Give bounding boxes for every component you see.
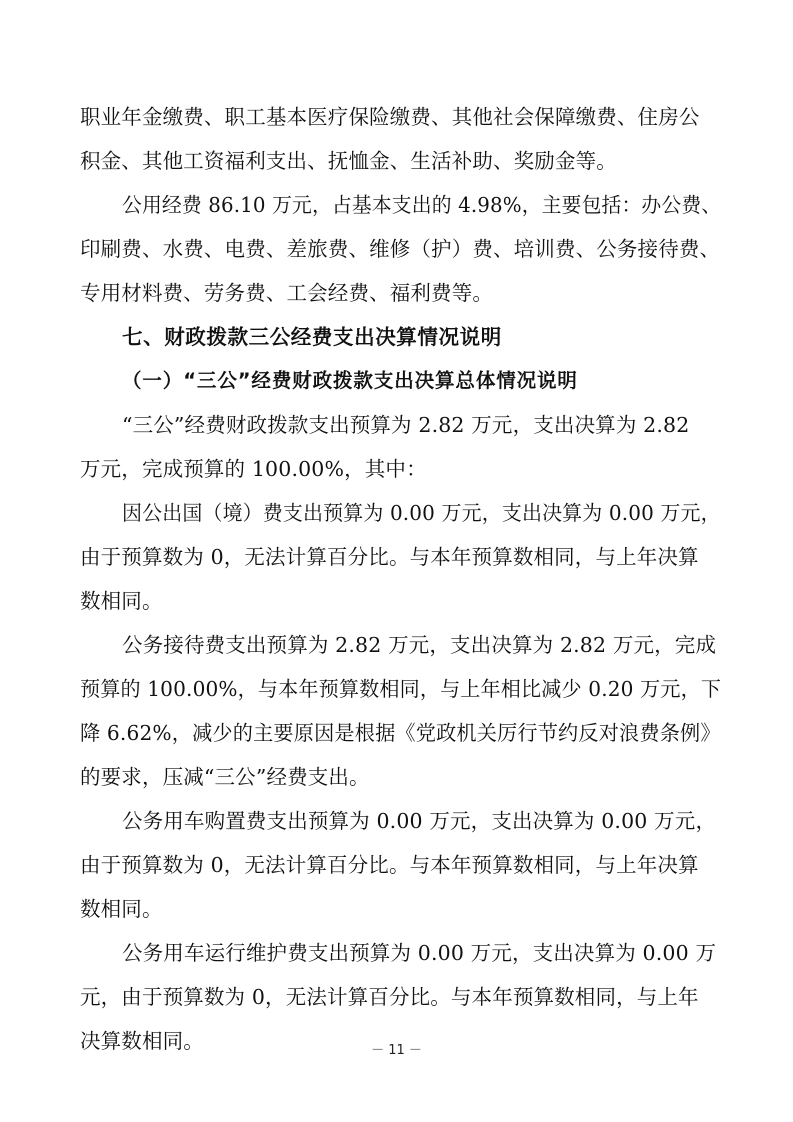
- body-text-line: 公务用车运行维护费支出预算为 0.00 万元，支出决算为 0.00 万: [122, 941, 717, 965]
- section-heading: 七、财政拨款三公经费支出决算情况说明: [122, 325, 502, 349]
- body-text-line: 公务用车购置费支出预算为 0.00 万元，支出决算为 0.00 万元，: [122, 809, 717, 833]
- body-text-line: 数相同。: [80, 589, 163, 613]
- body-text-line: 职业年金缴费、职工基本医疗保险缴费、其他社会保障缴费、住房公: [80, 105, 700, 129]
- body-text-line: 数相同。: [80, 897, 163, 921]
- body-text-line: 积金、其他工资福利支出、抚恤金、生活补助、奖励金等。: [80, 149, 617, 173]
- body-text-line: 公务接待费支出预算为 2.82 万元，支出决算为 2.82 万元，完成: [122, 633, 717, 657]
- body-text-line: “三公”经费财政拨款支出预算为 2.82 万元，支出决算为 2.82: [122, 413, 690, 437]
- body-text-line: 决算数相同。: [80, 1029, 204, 1053]
- body-text-line: 由于预算数为 0，无法计算百分比。与本年预算数相同，与上年决算: [80, 545, 699, 569]
- body-text-line: 印刷费、水费、电费、差旅费、维修（护）费、培训费、公务接待费、: [80, 237, 721, 261]
- body-text-line: 公用经费 86.10 万元，占基本支出的 4.98%，主要包括：办公费、: [122, 193, 722, 217]
- page-number: － 11 －: [371, 1043, 422, 1058]
- body-text-line: 元，由于预算数为 0，无法计算百分比。与本年预算数相同，与上年: [80, 985, 699, 1009]
- body-text-line: 降 6.62%，减少的主要原因是根据《党政机关厉行节约反对浪费条例》: [80, 721, 721, 745]
- subsection-heading: （一）“三公”经费财政拨款支出决算总体情况说明: [122, 369, 578, 392]
- body-text-line: 万元，完成预算的 100.00%，其中：: [80, 457, 427, 481]
- body-text-line: 的要求，压减“三公”经费支出。: [80, 765, 370, 789]
- body-text-line: 因公出国（境）费支出预算为 0.00 万元，支出决算为 0.00 万元，: [122, 501, 721, 525]
- body-text-line: 预算的 100.00%，与本年预算数相同，与上年相比减少 0.20 万元，下: [80, 677, 722, 701]
- body-text-line: 由于预算数为 0，无法计算百分比。与本年预算数相同，与上年决算: [80, 853, 699, 877]
- body-text-line: 专用材料费、劳务费、工会经费、福利费等。: [80, 281, 493, 305]
